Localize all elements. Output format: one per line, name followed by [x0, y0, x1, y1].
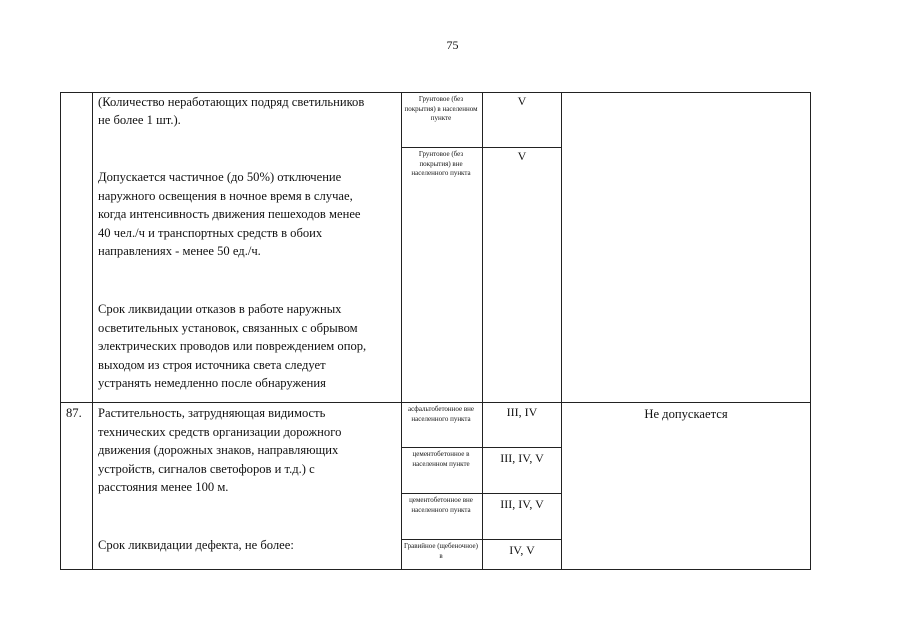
row-divider: [60, 402, 811, 403]
table-border-right: [810, 92, 811, 570]
row-description-line: движения (дорожных знаков, направляющих: [98, 443, 339, 457]
road-type-cell: Гравийное (щебеночное) в: [404, 542, 478, 560]
requirement-cell: Не допускается: [644, 407, 728, 421]
road-type-cell: Грунтовое (без покрытия) вне населенного пункта: [411, 150, 471, 177]
category-cell: V: [517, 94, 527, 108]
road-type-cell: асфальтобетонное вне населенного пункта: [407, 405, 475, 423]
row-description-line: осветительных установок, связанных с обрывом: [98, 321, 358, 335]
column-divider: [92, 92, 93, 570]
road-type-cell: Грунтовое (без покрытия) в населенном пункте: [404, 95, 478, 122]
table-border-bottom: [60, 569, 811, 570]
row-description-line: Срок ликвидации дефекта, не более:: [98, 538, 294, 552]
row-description-line: когда интенсивность движения пешеходов менее: [98, 207, 361, 221]
road-type-cell: цементобетонное в населенном пункте: [412, 450, 470, 468]
subrow-divider: [401, 493, 561, 494]
row-description-line: выходом из строя источника света следует: [98, 358, 326, 372]
subrow-divider: [401, 447, 561, 448]
row-description-line: Срок ликвидации отказов в работе наружных: [98, 302, 342, 316]
row-description-line: не более 1 шт.).: [98, 113, 181, 127]
table-border-left: [60, 92, 61, 570]
row-description-line: (Количество неработающих подряд светильников: [98, 95, 365, 109]
row-description-line: Допускается частичное (до 50%) отключение: [98, 170, 342, 184]
row-description-line: 40 чел./ч и транспортных средств в обоих: [98, 226, 323, 240]
row-description-line: устройств, сигналов светофоров и т.д.) с: [98, 462, 315, 476]
row-description-line: Растительность, затрудняющая видимость: [98, 406, 326, 420]
subrow-divider: [401, 147, 561, 148]
road-type-cell: цементобетонное вне населенного пункта: [409, 496, 473, 514]
category-cell: III, IV, V: [500, 497, 544, 511]
row-description-line: расстояния менее 100 м.: [98, 480, 229, 494]
category-cell: IV, V: [509, 543, 535, 557]
category-cell: III, IV, V: [500, 451, 544, 465]
subrow-divider: [401, 539, 561, 540]
column-divider: [401, 92, 402, 570]
row-number: 87.: [66, 406, 82, 420]
category-cell: V: [517, 149, 527, 163]
page-number: 75: [446, 38, 459, 52]
row-description-line: электрических проводов или повреждением опор,: [98, 339, 367, 353]
column-divider: [561, 92, 562, 570]
row-description-line: технических средств организации дорожного: [98, 425, 342, 439]
row-description-line: направлениях - менее 50 ед./ч.: [98, 244, 261, 258]
row-description-line: устранять немедленно после обнаружения: [98, 376, 326, 390]
category-cell: III, IV: [506, 405, 538, 419]
row-description-line: наружного освещения в ночное время в случае,: [98, 189, 353, 203]
